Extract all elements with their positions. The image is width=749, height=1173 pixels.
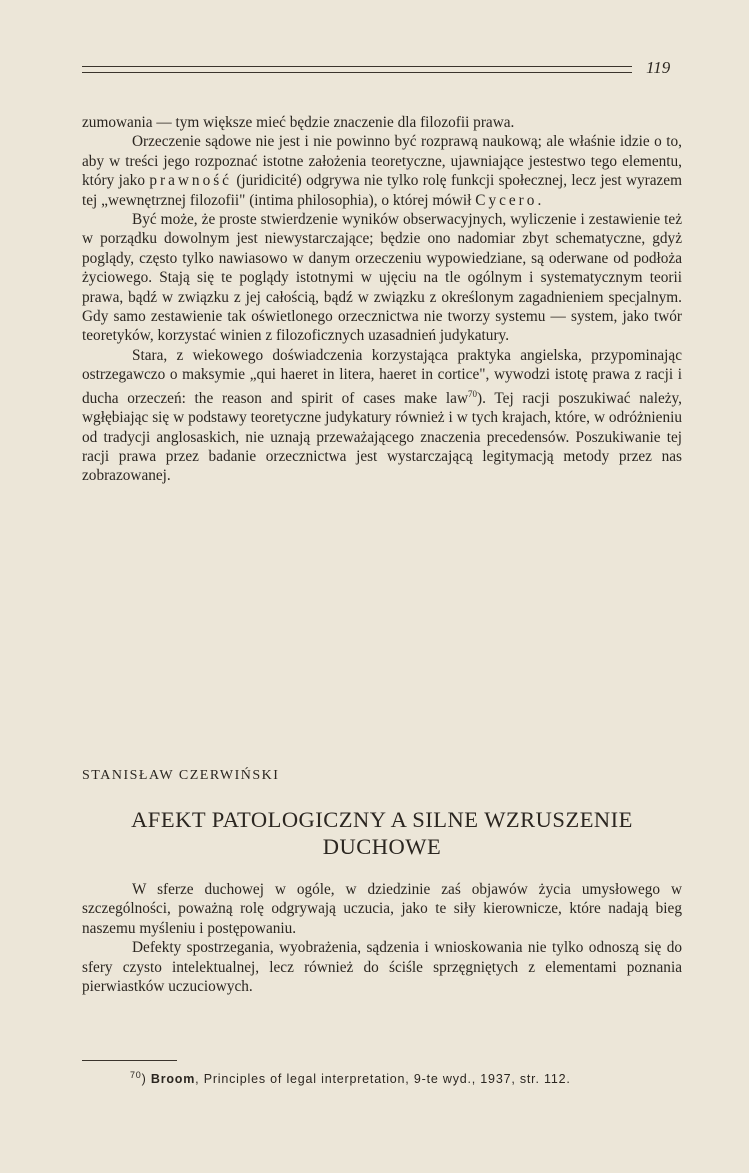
paragraph-1: zumowania — tym większe mieć będzie znaczenie dla filozofii prawa. [82,114,515,131]
footnote-rule [82,1060,177,1061]
paragraph-2 [82,132,682,210]
article-title: AFEKT PATOLOGICZNY A SILNE WZRUSZENIE DUCHOWE [131,807,633,859]
paragraph-2-part-a: Orzeczenie sądowe nie jest i nie powinno być rozprawą naukową; ale właśnie idzie o to, aby w treści jego rozpoznać istotne założenia teoretyczne, ujawniające jestestwo tego elementu, który jako [82,133,682,190]
paragraph-3: Być może, że proste stwierdzenie wyników obserwacyjnych, wyliczenie i zestawienie też w porządku dowolnym jest niewystarczające; będzie ono nadomiar zbyt schematyczne, gdyż poglądy, często tylko nawiasowo w danym orzeczeniu wypowiedziane, są oderwane od podłoża życiowego. Stają się te poglądy istotnymi w ujęciu na tle ogólnym i systematycznym teorii prawa, bądź w związku z jej całością, bądź w związku z określonym zagadnieniem specjalnym. Gdy samo zestawienie tak oświetlonego orzecznictwa nie tworzy systemu — system, jako twór teoretyków, korzystać winien z filozoficznych uzasadnień judykatury. [82,211,682,345]
article-paragraph-2: Defekty spostrzegania, wyobrażenia, sądzenia i wnioskowania nie tylko odnoszą się do sfery czysto intelektualnej, lecz również do ściśle sprzęgniętych z elementami poznania pierwiastków uczuciowych. [82,939,682,996]
article-author: STANISŁAW CZERWIŃSKI [82,768,280,783]
paragraph-2-part-b: (juridicité) odgrywa nie tylko rolę funkcji społecznej, lecz jest wyrazem tej „wewnętrznej filozofii" (intima philosophia), o której mówił [82,172,682,209]
article-body [82,880,682,996]
spaced-name-cycero: Cycero [475,191,538,209]
paragraph-4-part-b: ). Tej racji poszukiwać należy, wgłębiając się w podstawy teoretyczne judykatury również i w tych krajach, które, w odróżnieniu od tradycji anglosaskich, nie uznają przeważającego znaczenia precedensów. Poszukiwanie tej racji prawa przez badanie orzecznictwa jest wystarczającą legitymacją metody przez nas zobrazowanej. [82,389,683,485]
footnote-author: Broom [150,1072,196,1087]
spaced-term-prawnosc: prawność [149,172,232,190]
footnote-reference: 70 [468,388,478,399]
paragraph-4-part-a: Stara, z wiekowego doświadczenia korzystająca praktyka angielska, przypominając ostrzegawczo o maksymie „qui haeret in litera, haeret in cortice", wywodzi istotę prawa z racji i ducha orzeczeń: the reason and spirit of cases make law [82,346,682,407]
paragraph-4 [82,346,682,486]
article-paragraph-1: W sferze duchowej w ogóle, w dziedzinie zaś objawów życia umysłowego w szczególności, poważną rolę odgrywają uczucia, jako te siły kierownicze, które nadają bieg naszemu myśleniu i postępowaniu. [82,881,682,937]
header-rule-top [82,66,632,67]
footnote-mark: 70 [130,1070,142,1080]
page-number: 119 [646,58,671,77]
footnote-text: , Principles of legal interpretation, 9-te wyd., 1937, str. 112. [195,1072,571,1087]
header-rule-bottom [82,72,632,73]
footnote: $^{70}$) Broom, Principles of legal interpretation, 9-te wyd., 1937, str. 112. [130,1070,571,1087]
section-continuation [82,113,682,486]
paragraph-2-part-c: . [537,191,542,209]
